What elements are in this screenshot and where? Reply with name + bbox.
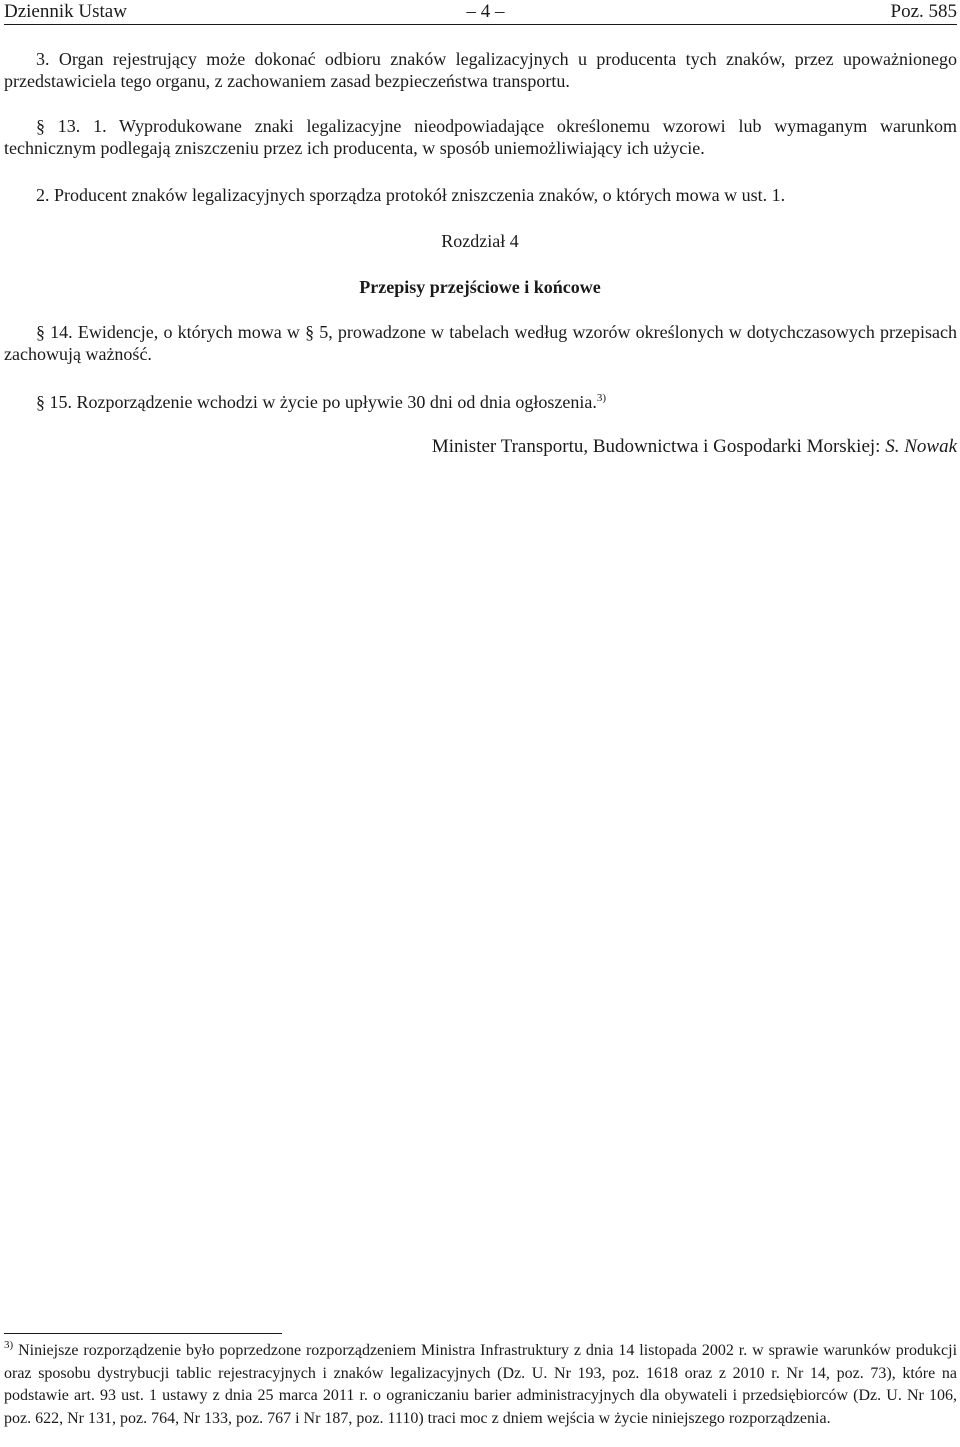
page-number: – 4 – <box>466 1 505 22</box>
section-15 <box>4 391 957 413</box>
page-header <box>4 0 957 25</box>
signature-block <box>432 436 957 458</box>
signature-name: S. Nowak <box>885 436 957 457</box>
section-15-text: § 15. Rozporządzenie wchodzi w życie po upływie 30 dni od dnia ogłoszenia. <box>36 392 597 412</box>
signature-title: Minister Transportu, Budownictwa i Gospodarki Morskiej: <box>431 436 881 457</box>
section-13-2: 2. Producent znaków legalizacyjnych sporządza protokół zniszczenia znaków, o których mowa w ust. 1. <box>36 185 786 205</box>
paragraph-3: 3. Organ rejestrujący może dokonać odbioru znaków legalizacyjnych u producenta tych znaków, przez upoważnionego przedstawiciela tego organu, z zachowaniem zasad bezpieczeństwa transportu. <box>4 49 957 91</box>
footnote-marker: 3) <box>4 1339 14 1351</box>
section-14: § 14. Ewidencje, o których mowa w § 5, prowadzone w tabelach według wzorów określonych w dotychczasowych przepisach zachowują ważność. <box>4 322 957 364</box>
footnote <box>4 1340 957 1430</box>
journal-title: Dziennik Ustaw <box>4 1 127 22</box>
footnote-separator <box>4 1333 282 1334</box>
position-number: Poz. 585 <box>890 1 957 22</box>
footnote-reference[interactable]: 3) <box>596 392 607 404</box>
chapter-number: Rozdział 4 <box>441 231 519 251</box>
chapter-title: Przepisy przejściowe i końcowe <box>359 277 601 297</box>
footnote-text: Niniejsze rozporządzenie było poprzedzone rozporządzeniem Ministra Infrastruktury z dnia 14 listopada 2002 r. w sprawie warunków produkcji oraz sposobu dystrybucji tablic rejestracyjnych i znaków legalizacyjnych (Dz. U. Nr 193, poz. 1618 oraz z 2010 r. Nr 14, poz. 73), które na podstawie art. 93 ust. 1 ustawy z dnia 25 marca 2011 r. o ograniczaniu barier administracyjnych dla obywateli i przedsiębiorców (Dz. U. Nr 106, poz. 622, Nr 131, poz. 764, Nr 133, poz. 767 i Nr 187, poz. 1110) traci moc z dniem wejścia w życie niniejszego rozporządzenia. <box>4 1342 958 1427</box>
section-13-1: § 13. 1. Wyprodukowane znaki legalizacyjne nieodpowiadające określonemu wzorowi lub wymaganym warunkom technicznym podlegają zniszczeniu przez ich producenta, w sposób uniemożliwiający ich użycie. <box>4 116 957 158</box>
